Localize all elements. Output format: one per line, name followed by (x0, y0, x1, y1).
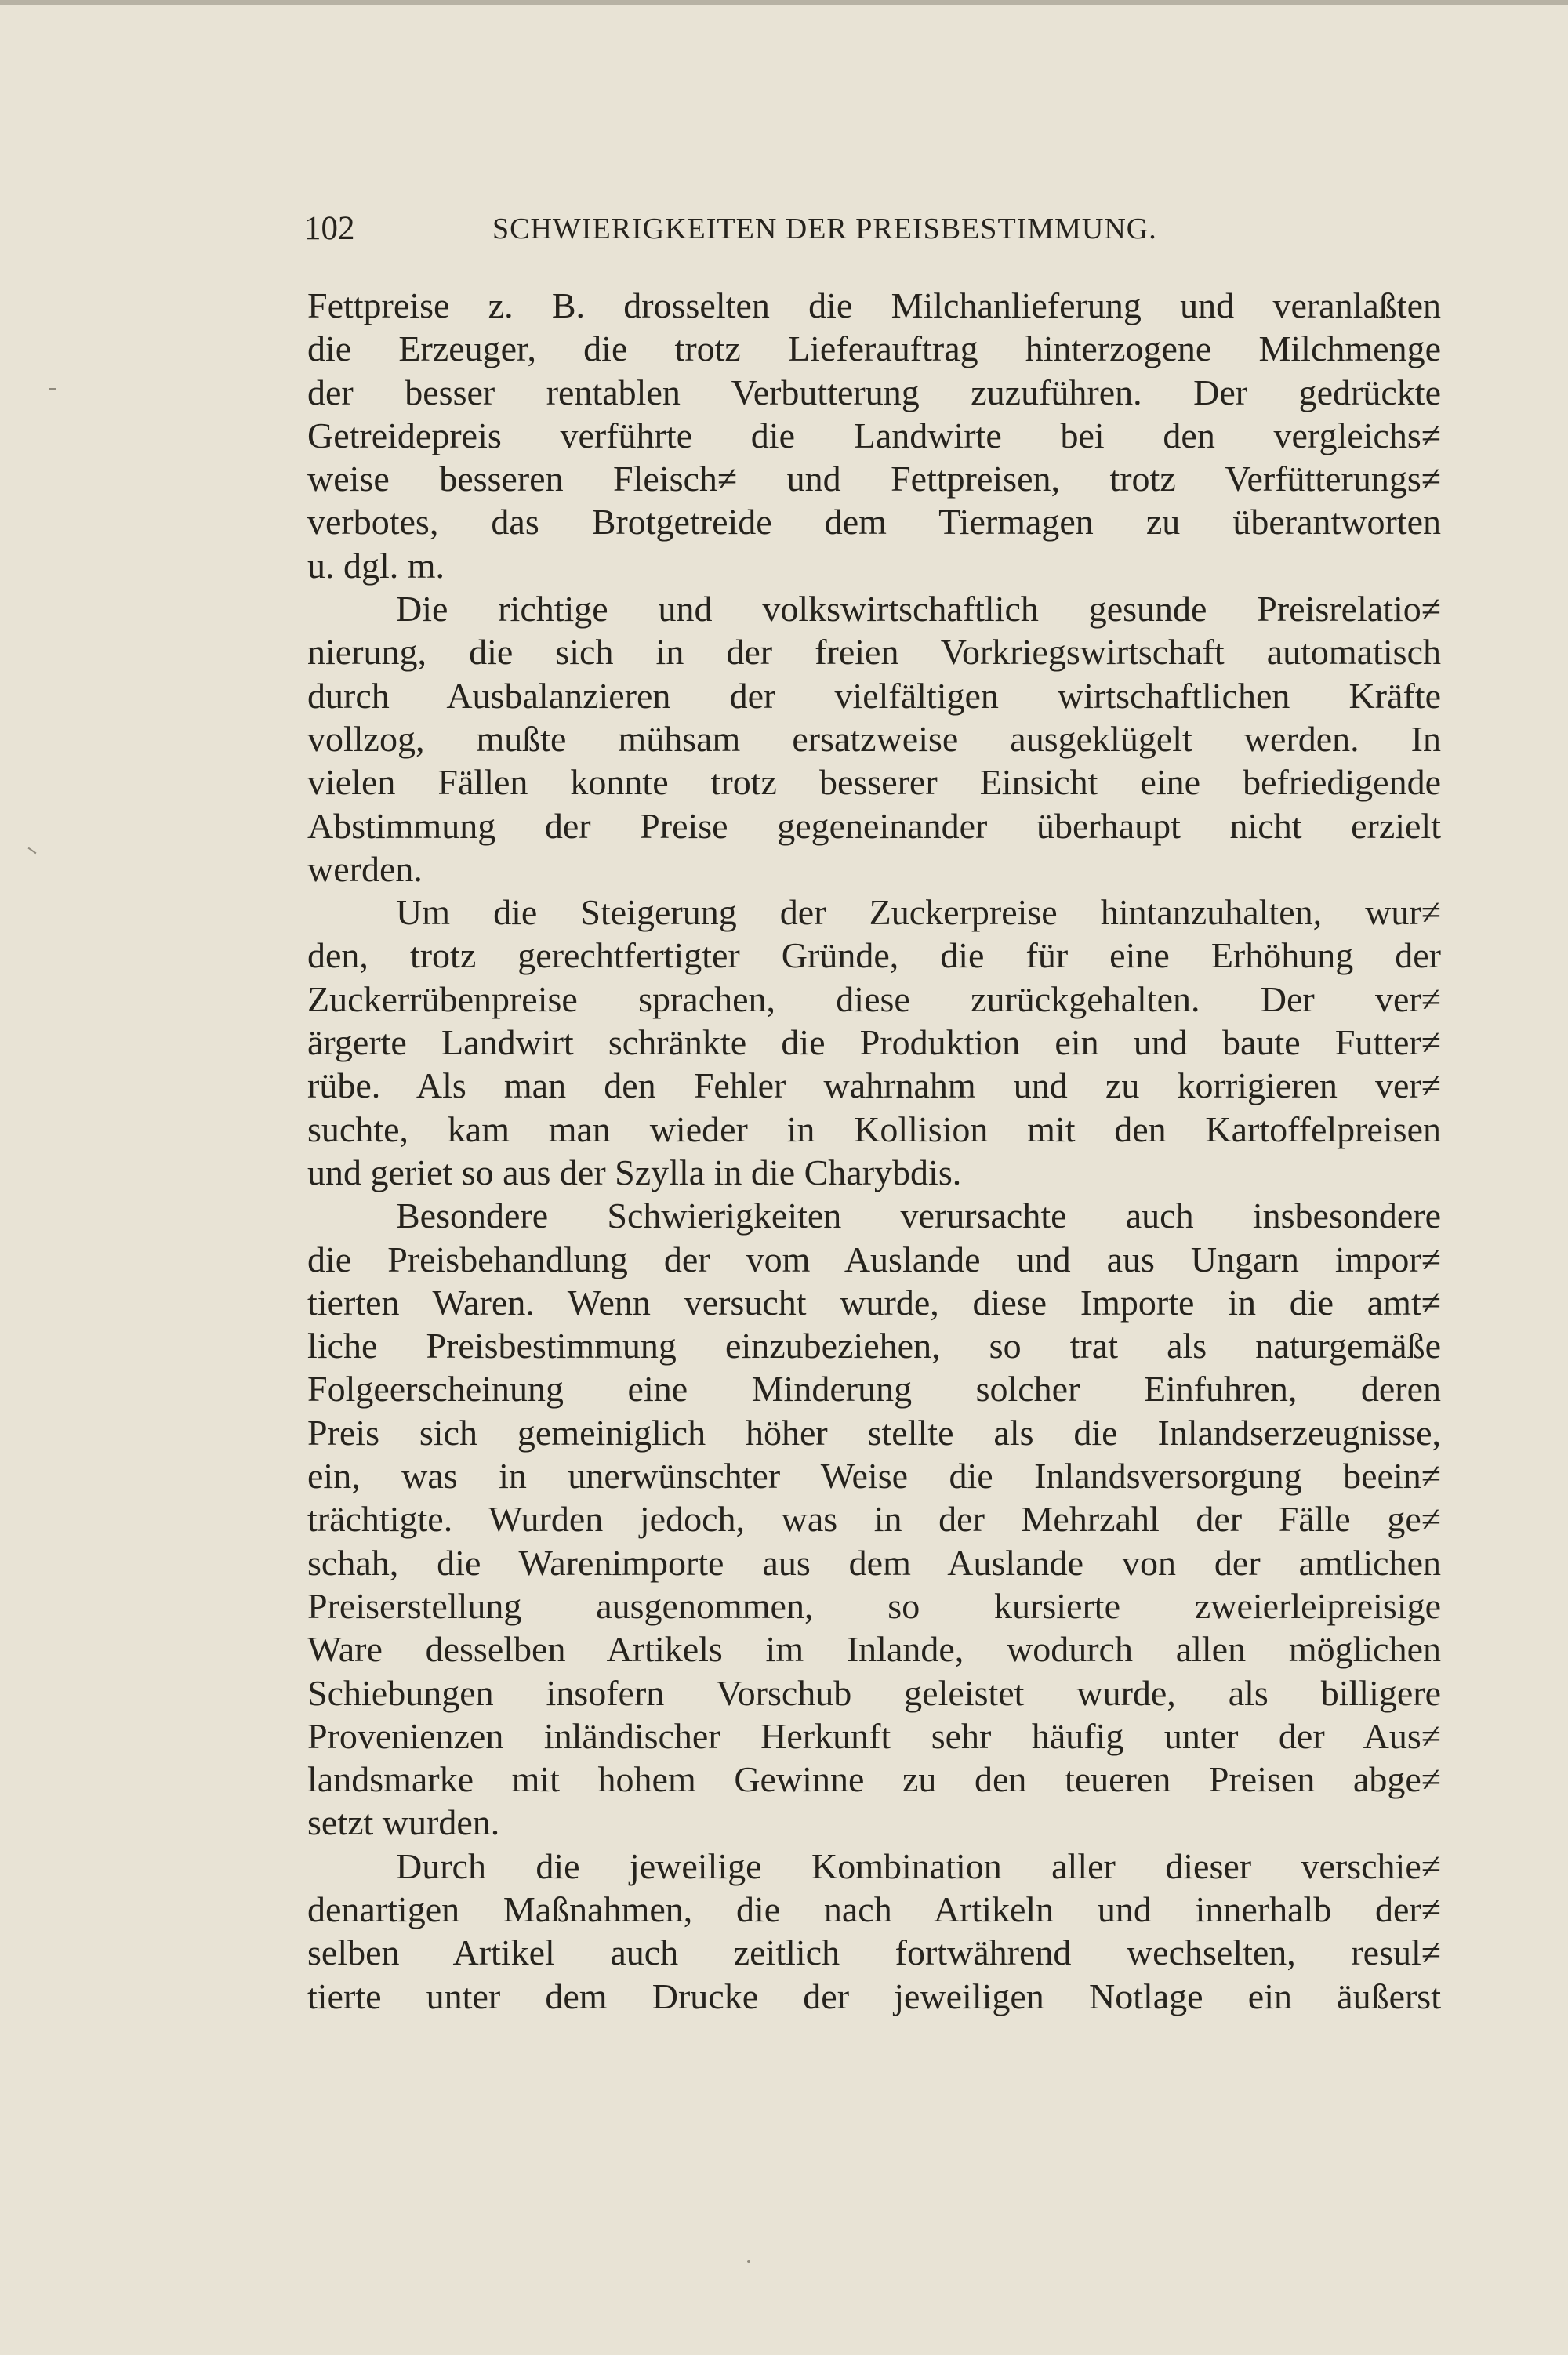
paragraph-first-line: Um die Steigerung der Zuckerpreise hintanzuhalten, wur≠ (396, 892, 1441, 933)
text-line: Ware desselben Artikels im Inlande, wodurch allen möglichen (307, 1629, 1441, 1670)
text-line: verbotes, das Brotgetreide dem Tiermagen zu überantworten (307, 502, 1441, 542)
margin-mark (28, 847, 37, 855)
text-line: rübe. Als man den Fehler wahrnahm und zu korrigieren ver≠ (307, 1065, 1441, 1106)
text-line: Folgeerscheinung eine Minderung solcher Einfuhren, deren (307, 1369, 1441, 1410)
text-line: trächtigte. Wurden jedoch, was in der Mehrzahl der Fälle ge≠ (307, 1499, 1441, 1540)
text-line: durch Ausbalanzieren der vielfältigen wirtschaftlichen Kräfte (307, 675, 1441, 716)
body-text (307, 284, 1441, 2018)
paragraph-first-line: Besondere Schwierigkeiten verursachte auch insbesondere (396, 1196, 1441, 1236)
running-head: SCHWIERIGKEITEN DER PREISBESTIMMUNG. (492, 212, 1157, 245)
text-line: Provenienzen inländischer Herkunft sehr häufig unter der Aus≠ (307, 1715, 1441, 1756)
text-line: denartigen Maßnahmen, die nach Artikeln und innerhalb der≠ (307, 1889, 1441, 1929)
text-line: schah, die Warenimporte aus dem Auslande von der amtlichen (307, 1542, 1441, 1583)
page-number: 102 (304, 210, 355, 247)
text-line: Zuckerrübenpreise sprachen, diese zurückgehalten. Der ver≠ (307, 978, 1441, 1019)
text-line: selben Artikel auch zeitlich fortwährend wechselten, resul≠ (307, 1932, 1441, 1973)
paragraph-first-line: Durch die jeweilige Kombination aller dieser verschie≠ (396, 1845, 1441, 1886)
text-line: setzt wurden. (307, 1802, 500, 1843)
text-line: Getreidepreis verführte die Landwirte bei den vergleichs≠ (307, 415, 1441, 455)
text-line: und geriet so aus der Szylla in die Charybdis. (307, 1152, 962, 1192)
text-line: vollzog, mußte mühsam ersatzweise ausgeklügelt werden. In (307, 718, 1441, 759)
text-line: die Preisbehandlung der vom Auslande und aus Ungarn impor≠ (307, 1239, 1441, 1279)
text-line: landsmarke mit hohem Gewinne zu den teueren Preisen abge≠ (307, 1759, 1441, 1800)
text-line: Abstimmung der Preise gegeneinander überhaupt nicht erzielt (307, 805, 1441, 846)
page-header (304, 205, 1449, 252)
page-top-edge (0, 0, 1568, 5)
text-line: liche Preisbestimmung einzubeziehen, so trat als naturgemäße (307, 1326, 1441, 1366)
paragraph-first-line: Die richtige und volkswirtschaftlich gesunde Preisrelatio≠ (396, 589, 1441, 630)
text-line: die Erzeuger, die trotz Lieferauftrag hinterzogene Milchmenge (307, 328, 1441, 369)
text-line: werden. (307, 848, 423, 889)
text-line: Preiserstellung ausgenommen, so kursierte zweierleipreisige (307, 1585, 1441, 1626)
text-line: ärgerte Landwirt schränkte die Produktion ein und baute Futter≠ (307, 1022, 1441, 1063)
text-line: ein, was in unerwünschter Weise die Inlandsversorgung beein≠ (307, 1456, 1441, 1497)
text-line: u. dgl. m. (307, 545, 445, 586)
text-line: suchte, kam man wieder in Kollision mit den Kartoffelpreisen (307, 1109, 1441, 1149)
text-line: der besser rentablen Verbutterung zuzuführen. Der gedrückte (307, 372, 1441, 412)
text-line: den, trotz gerechtfertigter Gründe, die für eine Erhöhung der (307, 935, 1441, 976)
text-line: tierte unter dem Drucke der jeweiligen Notlage ein äußerst (307, 1976, 1441, 2016)
text-line: Schiebungen insofern Vorschub geleistet wurde, als billigere (307, 1672, 1441, 1713)
text-line: Preis sich gemeiniglich höher stellte als die Inlandserzeugnisse, (307, 1412, 1441, 1453)
text-line: nierung, die sich in der freien Vorkriegswirtschaft automatisch (307, 632, 1441, 673)
paper-speck (747, 2260, 750, 2263)
text-line: tierten Waren. Wenn versucht wurde, diese Importe in die amt≠ (307, 1282, 1441, 1323)
text-line: Fettpreise z. B. drosselten die Milchanlieferung und veranlaßten (307, 285, 1441, 325)
text-line: vielen Fällen konnte trotz besserer Einsicht eine befriedigende (307, 762, 1441, 803)
margin-mark (49, 388, 56, 390)
text-line: weise besseren Fleisch≠ und Fettpreisen, trotz Verfütterungs≠ (307, 459, 1441, 499)
